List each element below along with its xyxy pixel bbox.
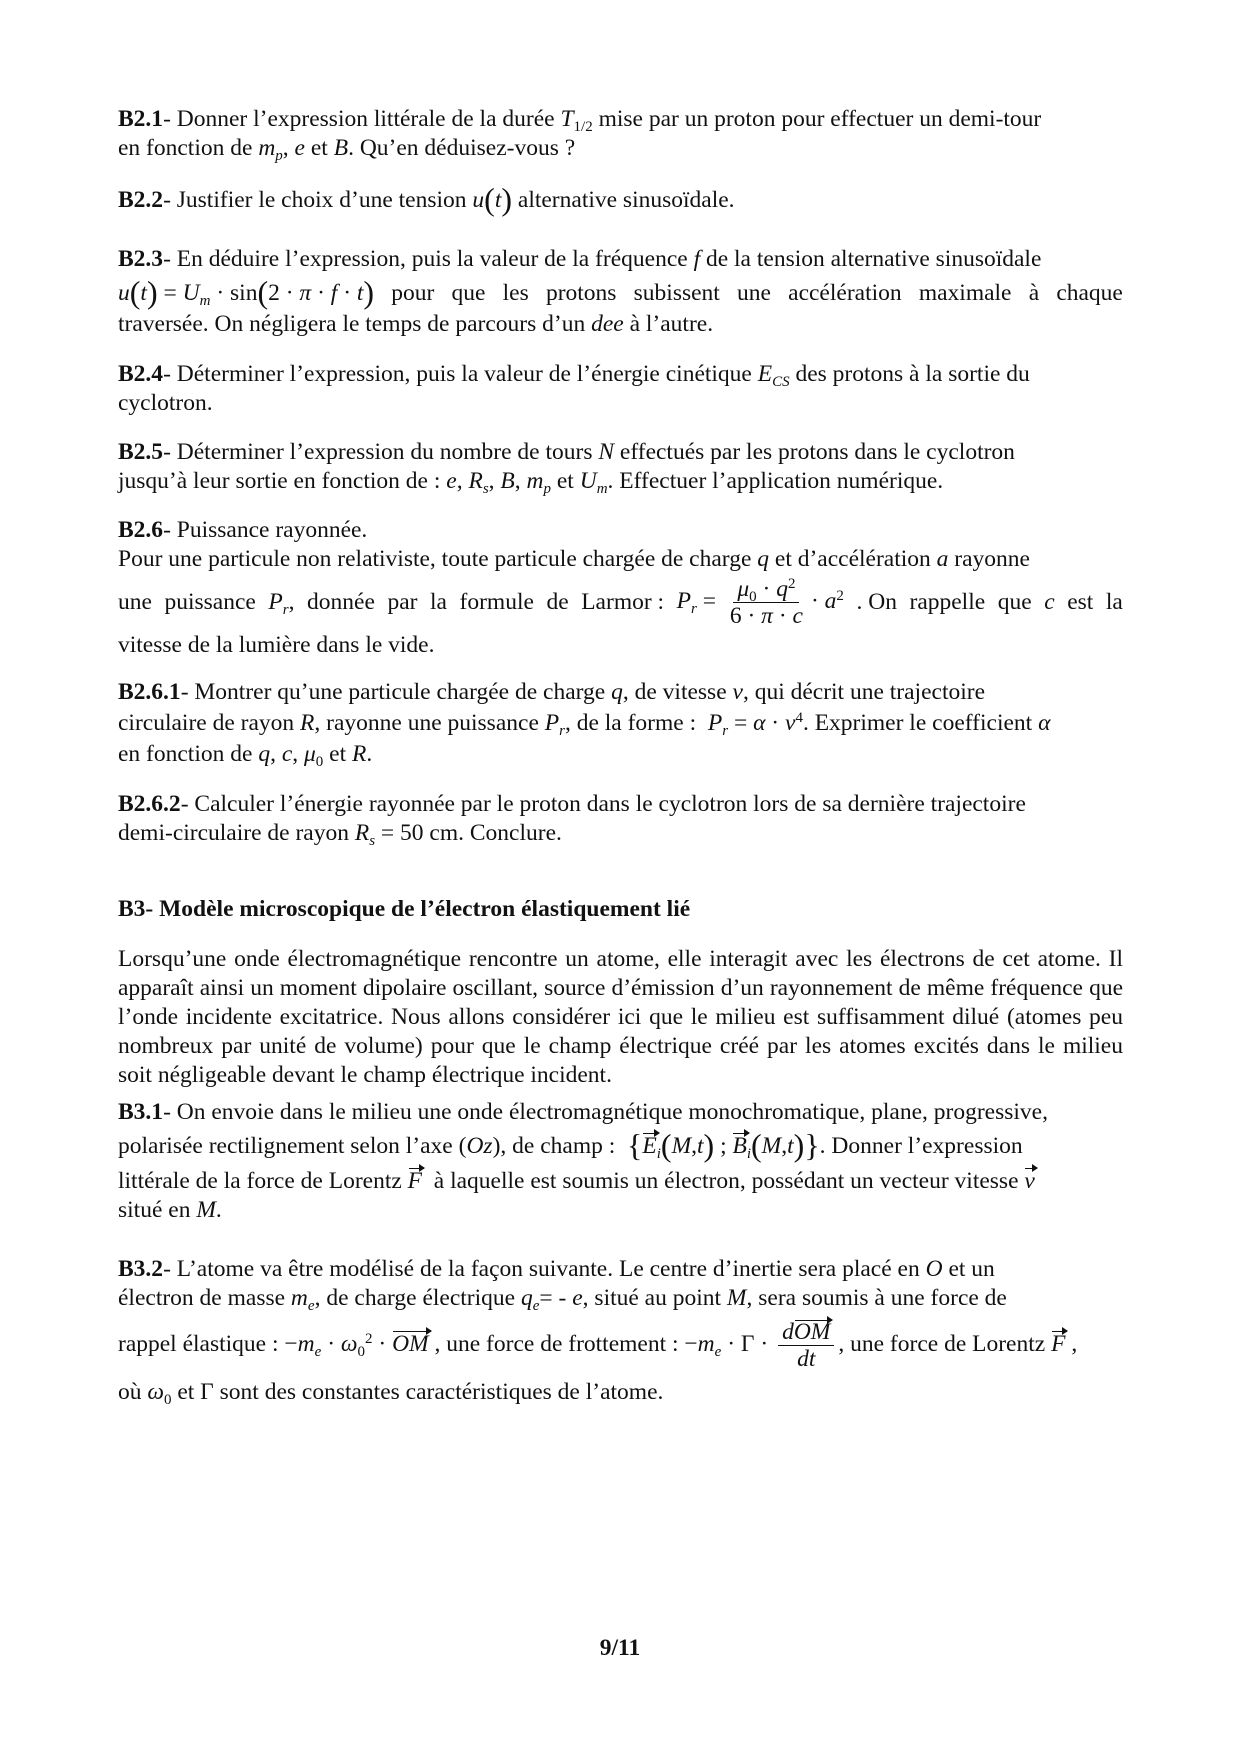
question-b2-6: B2.6- Puissance rayonnée. Pour une particule non relativiste, toute particule chargée de charge q et d’accélération a rayonne une puissance $P_r$, donnée par la formule de Larmor : $P_r$ = $\frac{\mu_0 \cdot q^2}{6 \cdot \pi \cdot c}$ · $a^2$ . On rappelle que c est la vitesse de la lumière dans le vide. bbox=[118, 517, 1123, 658]
question-tag: B3.1 bbox=[118, 1099, 164, 1125]
friction-force-formula: $-m_e \cdot \Gamma$ · $\frac{\text{dOM}}{dt}$ bbox=[684, 1331, 838, 1357]
question-b2-6-1: B2.6.1- Montrer qu’une particule chargée de charge q, de vitesse v, qui décrit une trajectoire circulaire de rayon R, rayonne une puissance $P_r$, de la forme : $P_r = \alpha \cdot v^4$. Exprimer le coefficient α en fonction de q, c, $\mu_0$ et R. bbox=[118, 679, 1051, 770]
voltage-formula: $u(t) = U_m \cdot \sin(2 \cdot \pi \cdot f \cdot t)$ bbox=[118, 274, 375, 310]
page-number: 9/11 bbox=[599, 1635, 641, 1661]
larmor-formula: $P_r$ = $\frac{\mu_0 \cdot q^2}{6 \cdot \pi \cdot c}$ · $a^2$ bbox=[676, 576, 844, 629]
question-tag: B2.1 bbox=[118, 106, 164, 132]
field-formula: {$E_i(M,t)$ ; $B_i(M,t)$} bbox=[627, 1127, 820, 1163]
question-b2-6-2: B2.6.2- Calculer l’énergie rayonnée par le proton dans le cyclotron lors de sa dernière trajectoire demi-circulaire de rayon $R_s = 50$ cm. Conclure. bbox=[118, 791, 1026, 849]
question-tag: B2.4 bbox=[118, 361, 164, 387]
question-tag: B2.6.1 bbox=[118, 679, 181, 705]
question-b3-1: B3.1- On envoie dans le milieu une onde électromagnétique monochromatique, plane, progressive, polarisée rectilignement selon l’axe (Oz), de champ : {$E_i(M,t)$ ; $B_i(M,t)$}. Donner l’expression littérale de la force de Lorentz F à laquelle est soumis un électron, possédant un vecteur vitesse v situé en M. bbox=[118, 1099, 1048, 1223]
question-tag: B2.2 bbox=[118, 187, 164, 213]
question-b3-2: B3.2- L’atome va être modélisé de la façon suivante. Le centre d’inertie sera placé en O et un électron de masse $m_e$, de charge électrique $q_e= - e$, situé au point M, sera soumis à une force de rappel élastique : $-m_e \cdot \omega_0^2$ · OM , une force de frottement : $-m_e \cdot \Gamma$ · $\frac{\text{dOM}}{dt}$ , une force de Lorentz F , où $\omega_0$ et Γ sont des constantes caractéristiques de l’atome. bbox=[118, 1256, 1078, 1408]
question-tag: B2.3 bbox=[118, 246, 164, 272]
question-b2-1: B2.1- Donner l’expression littérale de la durée $T_{1/2}$ mise par un proton pour effectuer un demi-tour en fonction de $m_p$, e et B. Qu’en déduisez-vous ? bbox=[118, 106, 1042, 164]
question-tag: B2.6.2 bbox=[118, 791, 181, 817]
question-b2-2: B2.2- Justifier le choix d’une tension u(t) alternative sinusoïdale. bbox=[118, 181, 735, 217]
question-b2-3: B2.3- En déduire l’expression, puis la valeur de la fréquence f de la tension alternative sinusoïdale $u(t) = U_m \cdot \sin(2 \cdot \pi \cdot f \cdot t)$ pour que les protons subissent une accélération maximale à chaque traversée. On négligera le temps de parcours d’un dee à l’autre. bbox=[118, 246, 1123, 337]
question-tag: B3.2 bbox=[118, 1256, 164, 1282]
question-b2-4: B2.4- Déterminer l’expression, puis la valeur de l’énergie cinétique $E_{CS}$ des protons à la sortie du cyclotron. bbox=[118, 361, 1030, 416]
question-b2-5: B2.5- Déterminer l’expression du nombre de tours N effectués par les protons dans le cyclotron jusqu’à leur sortie en fonction de : e, $R_s$, B, $m_p$ et $U_m$. Effectuer l’application numérique. bbox=[118, 439, 1015, 497]
section-b3-intro: Lorsqu’une onde électromagnétique rencontre un atome, elle interagit avec les électrons de cet atome. Il apparaît ainsi un moment dipolaire oscillant, source d’émission d’un rayonnement de même fréquence que l’onde incidente excitatrice. Nous allons considérer ici que le milieu est suffisamment dilué (atomes peu nombreux par unité de volume) pour que le champ électrique créé par les atomes excités dans le milieu soit négligeable devant le champ électrique incident. bbox=[118, 946, 1123, 1088]
section-heading-b3: B3- Modèle microscopique de l’électron élastiquement lié bbox=[118, 896, 691, 922]
question-tag: B2.6 bbox=[118, 517, 164, 543]
elastic-force-formula: $-m_e \cdot \omega_0^2$ · OM bbox=[284, 1330, 429, 1360]
power-formula: $P_r = \alpha \cdot v^4$ bbox=[707, 710, 803, 739]
question-tag: B2.5 bbox=[118, 439, 164, 465]
